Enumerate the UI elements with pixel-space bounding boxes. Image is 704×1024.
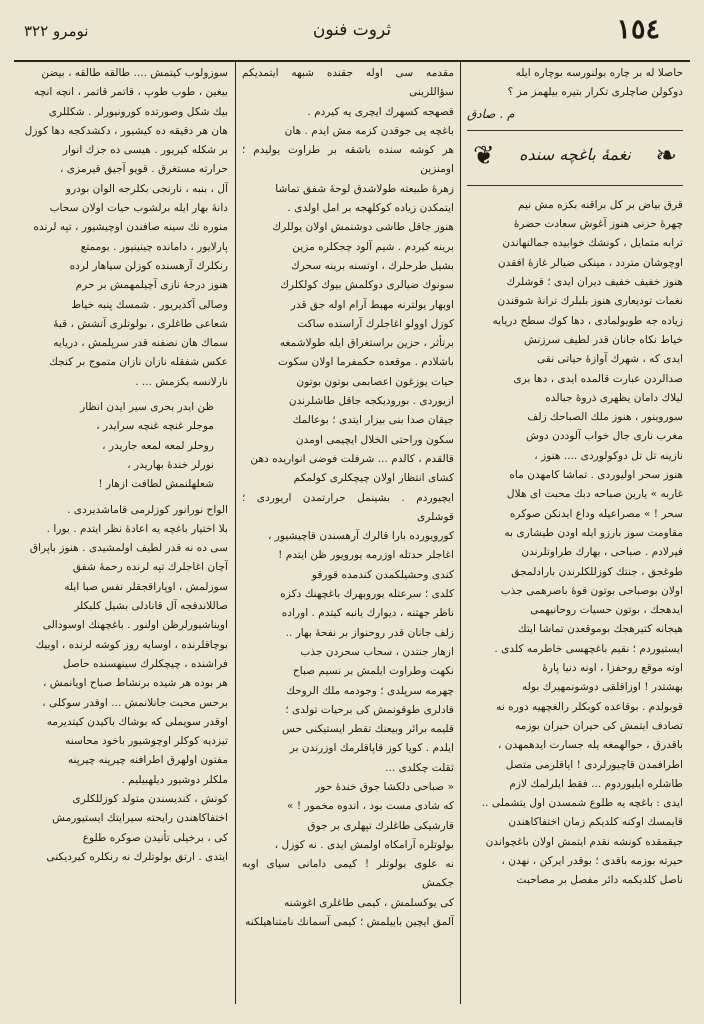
text-line: كشاى انتظار اولان چيچكلرى كولمكم bbox=[293, 472, 454, 485]
text-line: طاشلره ايليوردوم ... فقط ايلرلمك لازم bbox=[509, 777, 683, 790]
journal-title: ثروت فنون bbox=[312, 20, 392, 40]
flourish-left-icon: ❦ bbox=[473, 140, 495, 171]
text-line: اوبهار يولترنه مهبط آرام اوله جق قدر bbox=[290, 298, 454, 311]
text-line: هان هر دقيقه ده كيشيور ، دكشدكجه دها كوزل bbox=[24, 124, 228, 137]
text-line: نه علوى بولوتلر ! كيمى دامانى سياى اوبه جكمش bbox=[242, 858, 454, 890]
text-line: صاللاندقجه آل قانادلى بشيل كلبكلر bbox=[74, 600, 228, 613]
page-header bbox=[14, 14, 690, 60]
text-line: بيك شكل وصورتده كورونيورلر . شكللرى bbox=[48, 105, 228, 118]
text-line: ظن ايدر بحرى سير ايدن انظار bbox=[80, 401, 214, 414]
section-title: نغمهٔ باغچه سنده bbox=[519, 144, 631, 164]
text-line: بهشتدر ! اوزاقلقى دوشونمهيرك بوله bbox=[521, 681, 683, 694]
text-line: رنكلرك آرهسنده كوزلن سياهار لرده bbox=[69, 259, 228, 272]
text-line: موجلر غنچه غنچه سرايدر ، bbox=[96, 420, 214, 433]
text-line: دانهٔ بهار ايله برلشوب حيات اولان سحاب bbox=[49, 202, 228, 215]
column-left bbox=[16, 64, 232, 1002]
text-line: بيغين ، طوب طوپ ، قاتمر قاتمر ، انچه انچه bbox=[33, 86, 228, 99]
text-line: قرق بياض بر كل براقنه بكزه مش نيم bbox=[518, 198, 683, 211]
text-line: كوزل اوولو اغاجلرك آراسنده ساكت bbox=[297, 317, 454, 330]
text-line: قايمسك اوكنه كلديكم زمان اختفاكاهندن bbox=[508, 816, 683, 829]
text-line: تيزديه كوكلر اوچوشيور باخود محاسنه bbox=[65, 735, 228, 748]
text-line: شعلهلنمش لطافت ازهار ! bbox=[98, 478, 214, 491]
flourish-right-icon: ❧ bbox=[655, 140, 677, 171]
text-line: باغچه يى جوقدن كزمه مش ايدم . هان bbox=[284, 124, 454, 137]
text-line: قادلرى طوقونمش كى برحيات تولدى ؛ bbox=[285, 703, 454, 716]
text-line: مقاومت سوز بارزو ايله اودن طيشارى به bbox=[504, 526, 683, 539]
column-divider-right bbox=[460, 62, 461, 1004]
text-line: زهرهٔ طبيعته طولاشدق لوحهٔ شفق تماشا bbox=[275, 182, 454, 195]
text-line: چهرهٔ حزنى هنوز آغوش سعادت حضرهٔ bbox=[513, 218, 683, 231]
text-line: نازينه تل تل دوكولوردى .... هنوز ، bbox=[534, 449, 683, 462]
text-line: آلمق ايچين باييلمش ؛ كيمى آسمانك نامتناهيلكنه bbox=[245, 916, 454, 929]
text-line: ايدهجك ، بوتون حسيات روحانيهمى bbox=[530, 604, 683, 617]
text-line: هنوز خفيف خفيف ديران ايدى ؛ قوشلرك bbox=[506, 276, 683, 289]
text-line: نغمات توديعارى هنوز بلبلرك ترانهٔ شوقندن bbox=[497, 295, 683, 308]
text-line: زياده جه طويولمادى ، دها كوك سطح دريايه bbox=[492, 314, 683, 327]
text-line: اغاجلر حدتله اوزرمه يورويور ظن ايتدم ! bbox=[278, 549, 454, 562]
text-line: قالقدم ، كالدم ... شرفلت فوضى انواريده دهن bbox=[250, 452, 454, 465]
text-line: هر كوشه سنده باشقه بر طراوت يوليدم ؛ اومنزين bbox=[242, 144, 454, 176]
text-line: اولان بوصباحى بوتون قوهٔ باصرهمى جذب bbox=[500, 584, 683, 597]
text-line: هنوز درجهٔ نازى آچيلمهمش بر حرم bbox=[75, 279, 228, 292]
text-line: بشيل طرحلرك ، اوتسنه برينه سحرك bbox=[290, 259, 454, 272]
column-divider-left bbox=[235, 62, 236, 1004]
text-line: سونوك ضيالرى دوكلمش بيوك كولكلرك bbox=[280, 279, 454, 292]
text-line: مغرب نارى جال خواب آلوددن دوش bbox=[525, 430, 683, 443]
text-line: سماك هان نصفنه قدر سرپلمش ، دريايه bbox=[53, 337, 228, 350]
text-line: سى ده نه قدر لطيف اولمشيدى . هنوز باپراق bbox=[29, 542, 228, 555]
poem-line: دوكولن صاچلرى تكرار بتيره بيلهمز مز ؟ bbox=[507, 86, 683, 99]
text-line: بلا اختيار باغچه يه اعادهٔ نظر ايتدم . بورا . bbox=[46, 522, 228, 535]
article-body-left bbox=[20, 64, 228, 867]
text-line: نورلر خندهٔ بهاريدر ، bbox=[127, 458, 214, 471]
text-line: منوره نك سينه صافندن اوچيشيور ، تپه لرنده bbox=[33, 221, 228, 234]
column-middle bbox=[238, 64, 458, 1002]
text-line: وصالى آكديريور . شمسك پنبه خياط bbox=[71, 298, 228, 311]
text-line: باشلادم . موقعده حكمفرما اولان سكوت bbox=[278, 356, 454, 369]
text-line: سحر ! » مصراعيله وداع ايدنكن صوكره bbox=[509, 507, 683, 520]
text-line: مفتون اولهرق اطرافنه چيرپنه چيرپنه bbox=[67, 754, 228, 767]
text-line: ترابه متمايل ، كونشك خوابيده جمالنهاندن bbox=[502, 237, 683, 250]
text-line: برحس محبت جانلانمش ... اوقدر سوكلى ، bbox=[42, 696, 228, 709]
text-line: حيات يوزغون اعصابمى بوتون بوتون bbox=[296, 375, 454, 388]
text-line: كه شادى مست بود ، اندوه مخمور ! » bbox=[287, 800, 454, 813]
text-line: شعاعى طاغلرى ، بولوتلرى آتشش ، قبهٔ bbox=[53, 317, 228, 330]
text-line: خياط نكاه جانان قدر لطيف سرزنش bbox=[523, 333, 683, 346]
text-line: كى يوكسلمش ، كيمى طاغلرى اغوشنه bbox=[284, 896, 454, 909]
author-signature: م . صادق bbox=[467, 106, 515, 121]
text-line: كورويورده بارا قالرك آرهسندن قاچيشيور ، bbox=[267, 530, 454, 543]
text-line: تصادف ايتمش كى حيران حيران بوزمه bbox=[514, 719, 683, 732]
text-line: ايتدى . ارتق بولوتلرك نه رنكلره كيرديكنى bbox=[46, 850, 228, 863]
article-body-middle bbox=[242, 64, 454, 932]
text-line: عكس شفقله نازان نازان متموج بر كنجك bbox=[49, 356, 228, 369]
text-line: اوچوشان متردد ، مينكى ضيالر غازهٔ افقدن bbox=[497, 256, 683, 269]
text-line: روحلر لمعه لمعه جاريدر ، bbox=[102, 439, 214, 452]
text-line: ايلدم . كويا كوز قاپاقلرمك اوزرندن بر bbox=[289, 742, 454, 755]
text-line: ازيوردى . بوروديكجه جاقل طاشلرندن bbox=[288, 395, 454, 408]
text-line: آل ، بنبه ، نارنجى بكلرجه الوان بودرو bbox=[65, 182, 228, 195]
text-line: ناصل كلديكمه دائر مفصل بر مصاحبت bbox=[516, 874, 683, 887]
text-line: هنوز سحر اوليوردى . تماشا كامهدن ماه bbox=[509, 469, 683, 482]
text-line: سوروينور ، هنوز ملك الصباحك زلف bbox=[527, 411, 683, 424]
page-number: ١٥٤ bbox=[616, 14, 660, 45]
text-line: الواح نورانور كوزلرمى قاماشديردى . bbox=[67, 503, 228, 516]
text-line: بولوتلره آرامكاه اولمش ايدى . نه كوزل ، bbox=[274, 838, 454, 851]
text-line: جيقمقده كونشه نقدم ايتمش اولان باغچواندن bbox=[485, 835, 683, 848]
text-line: ايدى كه ، شهرك آوازهٔ حياتى نقى bbox=[537, 353, 683, 366]
text-line: غاربه » يارين صباحه دبك محبت اى هلال bbox=[506, 488, 683, 501]
article-body-right bbox=[467, 196, 683, 891]
text-line: قارشيكى طاغلرك تپهلرى بر جوق bbox=[307, 819, 454, 832]
text-line: كى ، برخيلى تأنيدن صوكره طلوع bbox=[82, 831, 228, 844]
text-line: نكهت وطراوت ايلمش بر نسيم صباح bbox=[292, 665, 454, 678]
text-line: حيرته بوزمه باقدى ؛ بوقدر ايركن ، نهدن ، bbox=[501, 854, 683, 867]
text-line: طوغجق ، جنتك كوزللكلرندن بارادلمجق bbox=[511, 565, 683, 578]
text-line: ناظر جهتنه ، ديوارك يانبه كيتدم . اوراده bbox=[281, 607, 454, 620]
text-line: هر بوده هر شيده برنشاط صباح اويانمش ، bbox=[42, 677, 228, 690]
header-rule bbox=[14, 60, 690, 62]
text-line: فراشنده ، چيچكلرك سينهسنده حاصل bbox=[62, 657, 228, 670]
text-line: زلف جانان قدر روحنواز بر نفحهٔ بهار .. bbox=[285, 626, 454, 639]
text-line: ايتمكدن زياده كوكلهجه بر امل اولدى . bbox=[287, 202, 454, 215]
text-line: قليمه برائر وبيعنك تقطر ايستيكنى حس bbox=[282, 723, 454, 736]
text-line: مقدمه سى اوله جقنده شبهه ايتمديكم سؤاللرينى bbox=[242, 67, 454, 99]
text-line: ثقلت چكلدى ... bbox=[385, 761, 454, 774]
text-line: پارلايور ، دامانده چينينيور . بوممتع bbox=[80, 240, 228, 253]
poem-line: حاصلا له بر چاره بولنورسه بوچاره ايله bbox=[515, 67, 683, 79]
text-line: اوته موقع روحفزا ، اونه دنيا پارهٔ bbox=[542, 662, 683, 675]
text-line: ايستيوردم ؛ نقيم باغچهسى خاطرمه كلدى . bbox=[494, 642, 683, 655]
text-line: اختفاكاهندن رايحته سيرايتك ايستيورمش bbox=[52, 812, 228, 825]
text-line: بوچاقلرنده ، اوسايه روز كوشه لرنده ، اوبيك bbox=[35, 638, 228, 651]
text-line: صدالردن عبارت قالمده ايدى ، دها برى bbox=[513, 372, 683, 385]
text-line: كلدى ؛ سرعتله يوروبهرك باغچهنك دكزه bbox=[280, 588, 454, 601]
text-line: فيرلادم . صباحى ، بهارك طراوتلرندن bbox=[521, 546, 683, 559]
text-line: سوزولوب كيتمش .... طالقه طالقه ، بيضن bbox=[41, 67, 228, 79]
text-line: اطرافمدن قاچيورلردى ! اياقلرمى متصل bbox=[505, 758, 683, 771]
text-line: « صباحى دلكشا جوق خندهٔ حور bbox=[315, 780, 454, 793]
text-line: حرارته مستغرق . قويو آجيق قيرمزى ، bbox=[60, 163, 228, 176]
text-line: ايدى : باغچه يه طلوع شمسدن اول يتشملى .. bbox=[481, 797, 683, 810]
text-line: بر شكله كيريور . هيسى ده جزك انوار bbox=[62, 144, 228, 157]
text-line: قصهجه كسهرك ايچرى يه كيردم . bbox=[307, 105, 454, 118]
text-line: سوزلمش ، اوپاراقجقلر نفس صبا ايله bbox=[64, 580, 228, 593]
text-line: ليلاك دامان يظهرى ذروهٔ جبالده bbox=[545, 391, 683, 404]
text-line: اويناشيورلرظن اولنور . باغچهنك اوسودالى bbox=[42, 619, 228, 632]
text-line: هيجانه كتيرهجك بوموقعدن تماشا ايتك bbox=[517, 623, 683, 636]
text-line: هنوز جاقل طاشى دوشنمش اولان يوللرك bbox=[272, 221, 454, 234]
text-line: اوقدر سويملى كه بوشاك باكيدن كيتديرمه bbox=[46, 715, 228, 728]
text-line: كندى وحشيلكمدن كندمده قورقو bbox=[311, 568, 454, 581]
column-right bbox=[463, 64, 687, 1002]
text-line: باقدرق ، حوالهمغه يله جسارت ايدهمهدن ، bbox=[497, 739, 683, 752]
verse-block bbox=[20, 398, 228, 494]
text-line: برتأثر ، حزين براستغراق ايله طولاشمغه bbox=[279, 337, 454, 350]
section-ornament bbox=[467, 130, 683, 186]
text-line: قوبولدم . بوقاعده كوبكلر رالغچهيه دوره نه bbox=[496, 700, 683, 713]
text-line: چهرمه سرپلدى ؛ وجودمه ملك الروحك bbox=[286, 684, 454, 697]
text-line: جيقان صدا بنى بيزار ايتدى ؛ بوعالمك bbox=[292, 414, 454, 427]
text-line: آچان اغاجلرك تپه لرنده رحمهٔ شفق bbox=[72, 561, 228, 574]
text-line: ملكلر دوشيور ديلهبيليم . bbox=[121, 773, 228, 786]
text-line: ازهار جنتدن ، سحاب سحردن جذب bbox=[300, 645, 454, 658]
text-line: نارلانسه بكزمش ... . bbox=[135, 375, 228, 388]
text-line: ايچيوردم . بشينمل حرارتمدن اريوردى ؛ قوشلرى bbox=[242, 491, 454, 523]
text-line: سكون وراحتى الخلال ايچيمى اومدن bbox=[295, 433, 454, 446]
issue-number: نومرو ٣٢٢ bbox=[24, 22, 89, 40]
text-line: برينه كيردم . شيم آلود چجكلره مزين bbox=[292, 240, 454, 253]
text-line: كونش ، كنديسندن متولد كوزللكلرى bbox=[72, 792, 228, 805]
